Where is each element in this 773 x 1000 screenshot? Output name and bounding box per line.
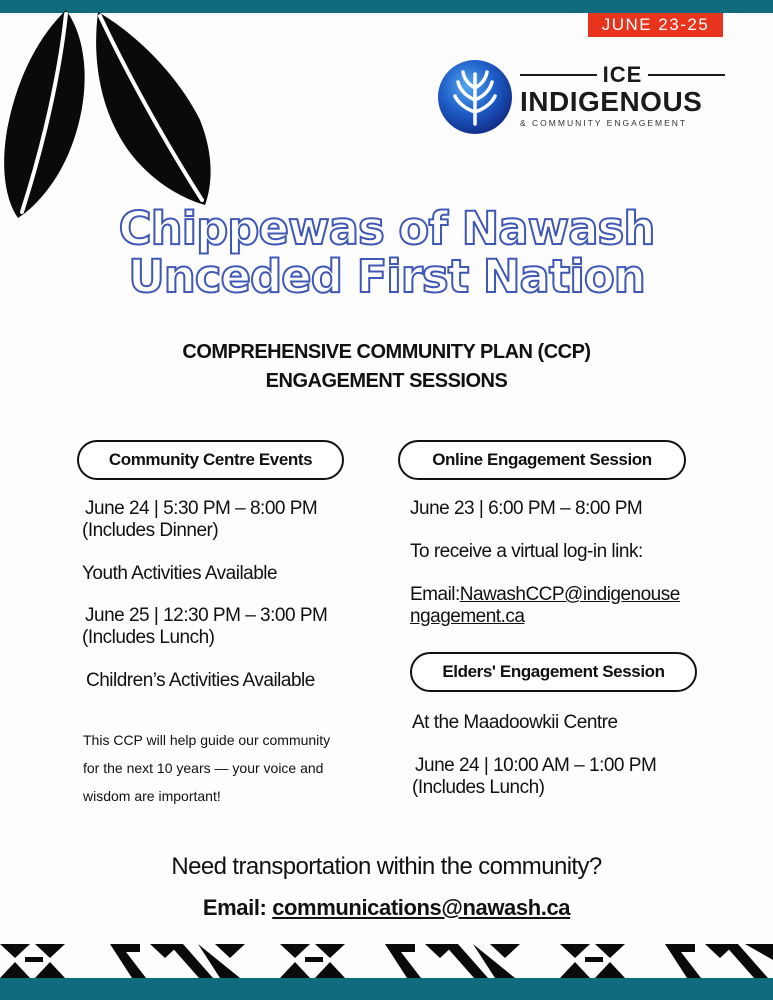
ccp-note-line3: wisdom are important! bbox=[83, 788, 221, 804]
feathers-icon bbox=[0, 0, 215, 225]
elders-session-pill: Elders' Engagement Session bbox=[410, 652, 697, 692]
logo-rule-left bbox=[520, 74, 597, 76]
community-date-2: June 25 | 12:30 PM – 3:00 PM bbox=[85, 605, 328, 626]
online-email-link-part2[interactable]: ngagement.ca bbox=[410, 606, 525, 627]
online-instruction: To receive a virtual log-in link: bbox=[410, 541, 643, 562]
logo-tagline: & COMMUNITY ENGAGEMENT bbox=[520, 118, 688, 128]
online-email bbox=[410, 584, 680, 606]
children-activities: Children’s Activities Available bbox=[86, 670, 315, 691]
footer-email-link[interactable]: communications@nawash.ca bbox=[272, 895, 571, 920]
logo-ice-text: ICE bbox=[602, 62, 643, 87]
ccp-note-line1: This CCP will help guide our community bbox=[83, 732, 331, 748]
subtitle-line2: ENGAGEMENT SESSIONS bbox=[265, 370, 508, 392]
online-email-link-part1[interactable]: NawashCCP@indigenouse bbox=[459, 584, 680, 605]
subtitle-line1: COMPREHENSIVE COMMUNITY PLAN (CCP) bbox=[182, 341, 591, 363]
ice-logo-wordmark bbox=[520, 62, 725, 128]
transportation-question: Need transportation within the community? bbox=[171, 853, 602, 880]
youth-activities: Youth Activities Available bbox=[82, 563, 278, 584]
page-title-line2: Unceded First Nation bbox=[128, 250, 645, 303]
logo-indigenous-text: INDIGENOUS bbox=[520, 86, 703, 117]
online-email-label: Email: bbox=[410, 584, 460, 605]
online-session-pill: Online Engagement Session bbox=[398, 440, 686, 480]
date-badge: JUNE 23-25 bbox=[588, 13, 723, 37]
community-date-1: June 24 | 5:30 PM – 8:00 PM bbox=[85, 498, 318, 519]
ice-logo-icon bbox=[436, 58, 514, 136]
logo-rule-right bbox=[648, 74, 725, 76]
elders-location: At the Maadoowkii Centre bbox=[412, 712, 618, 733]
footer-email-label: Email: bbox=[202, 895, 273, 920]
elders-date: June 24 | 10:00 AM – 1:00 PM bbox=[415, 755, 657, 776]
elders-note: (Includes Lunch) bbox=[412, 777, 545, 798]
community-note-2: (Includes Lunch) bbox=[82, 627, 215, 648]
ccp-note-line2: for the next 10 years — your voice and bbox=[83, 760, 324, 776]
footer-email bbox=[0, 895, 773, 921]
online-email-continued bbox=[410, 606, 524, 628]
page-title-line1: Chippewas of Nawash bbox=[118, 202, 655, 255]
bottom-teal-bar bbox=[0, 978, 773, 1000]
geometric-border-pattern bbox=[0, 940, 773, 978]
community-centre-pill: Community Centre Events bbox=[77, 440, 344, 480]
online-date: June 23 | 6:00 PM – 8:00 PM bbox=[410, 498, 643, 519]
community-note-1: (Includes Dinner) bbox=[82, 520, 219, 541]
subtitle bbox=[0, 338, 773, 396]
page-title bbox=[0, 202, 773, 303]
